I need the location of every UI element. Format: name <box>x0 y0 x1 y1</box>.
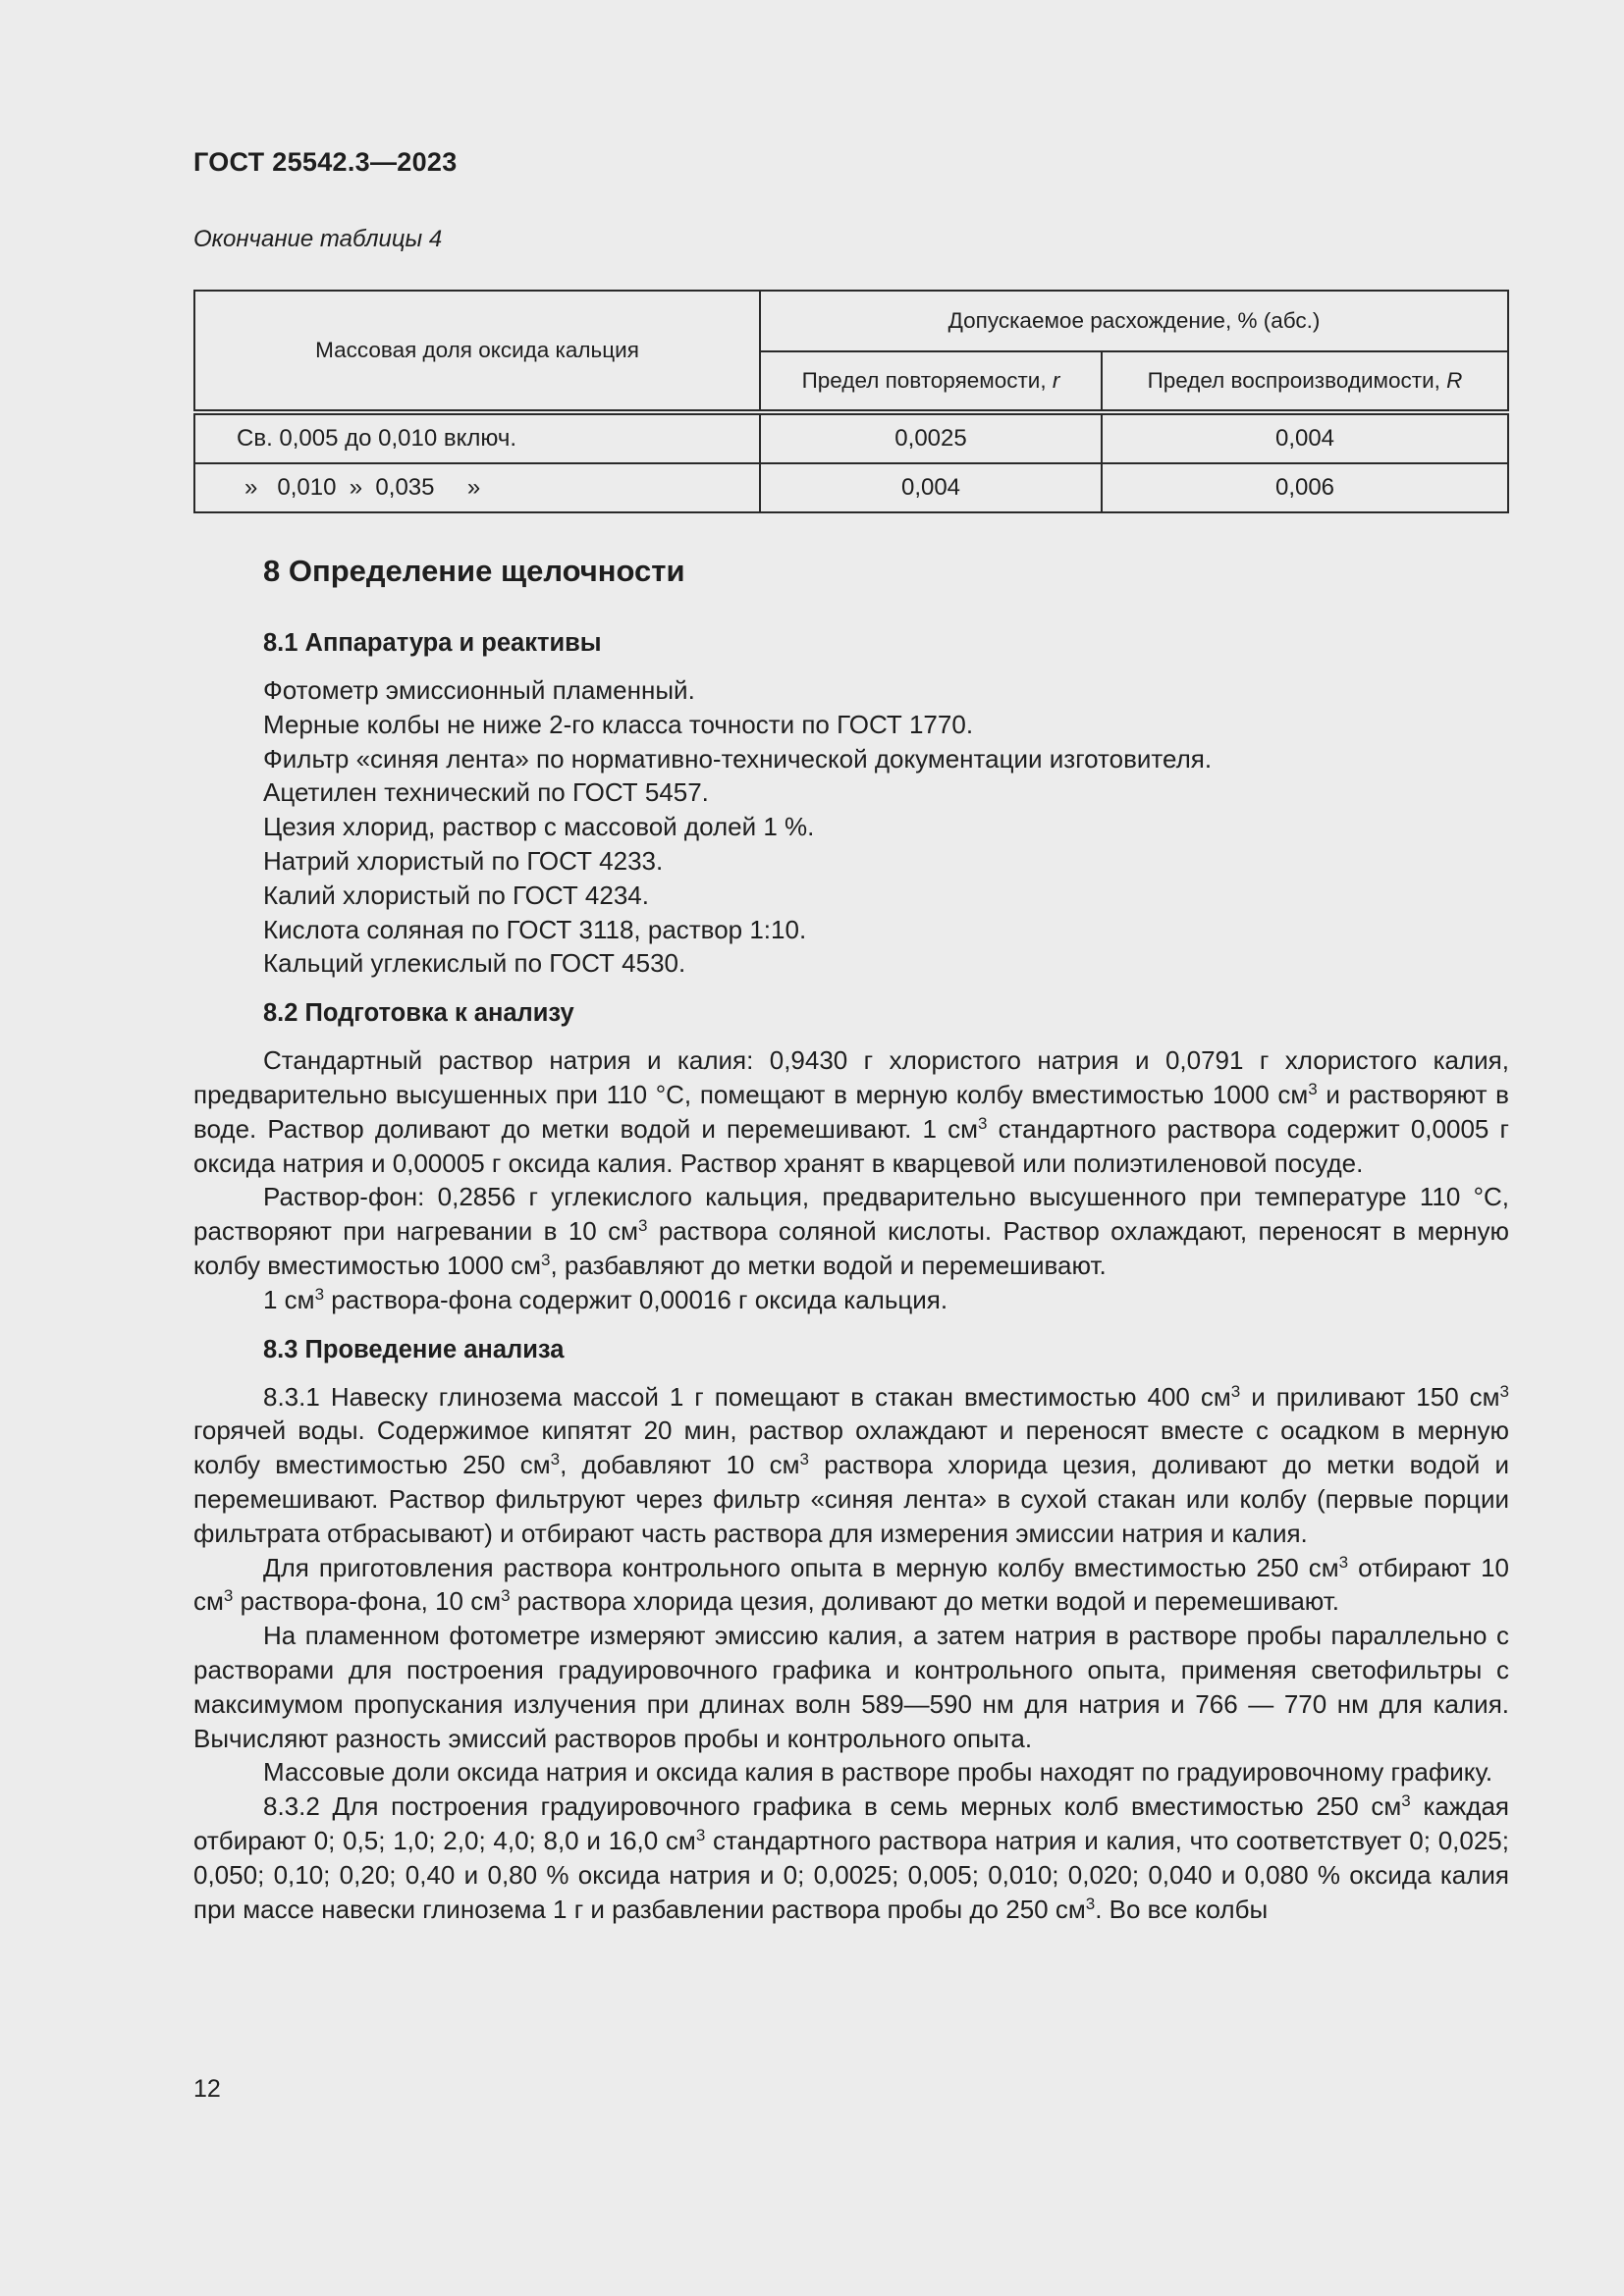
range-cell: » 0,010 » 0,035 » <box>194 463 760 512</box>
list-item: Ацетилен технический по ГОСТ 5457. <box>263 777 709 808</box>
table-caption: Окончание таблицы 4 <box>193 226 443 252</box>
reproducibility-cell: 0,004 <box>1102 412 1508 463</box>
paragraph-background-content: 1 $см^3$ раствора-фона содержит 0,00016 г оксида кальция. <box>263 1284 948 1314</box>
section-8-3-title: 8.3 Проведение анализа <box>263 1335 565 1363</box>
paragraph-standard-solution: Стандартный раствор натрия и калия: 0,9430 г хлористого натрия и 0,0791 г хлористого калия, предварительно высушенных при 110 °С, помещают в мерную колбу вместимостью 1000 $см^3$ и растворяют в воде. Раствор доливают до метки водой и перемешивают. 1 $см^3$ стандартного раствора содержит 0,0005 г оксида натрия и 0,00005 г оксида калия. Раствор хранят в кварцевой или полиэтиленовой посуде. <box>193 1045 1509 1178</box>
main-content <box>193 540 1509 1926</box>
section-8-1-title: 8.1 Аппаратура и реактивы <box>263 629 602 657</box>
table-4 <box>193 290 1509 513</box>
list-item: Фильтр «синяя лента» по нормативно-технической документации изготовителя. <box>263 743 1213 774</box>
list-item: Кислота соляная по ГОСТ 3118, раствор 1:10. <box>263 914 807 944</box>
paragraph-mass-fractions: Массовые доли оксида натрия и оксида калия в растворе пробы находят по градуировочному графику. <box>263 1757 1493 1788</box>
reagents-list <box>193 673 1509 981</box>
paragraph-8-3-2: 8.3.2 Для построения градуировочного графика в семь мерных колб вместимостью 250 $см^3$ каждая отбирают 0; 0,5; 1,0; 2,0; 4,0; 8,0 и 16,0 $см^3$ стандартного раствора натрия и калия, что соответствует 0; 0,025; 0,050; 0,10; 0,20; 0,40 и 0,80 % оксида натрия и 0; 0,0025; 0,005; 0,010; 0,020; 0,040 и 0,080 % оксида калия при массе навески глинозема 1 г и разбавлении раствора пробы до 250 $см^3$. Во все колбы <box>193 1791 1509 1924</box>
page-number: 12 <box>193 2075 221 2103</box>
list-item: Калий хлористый по ГОСТ 4234. <box>263 880 649 910</box>
paragraph-background-solution: Раствор-фон: 0,2856 г углекислого кальция, предварительно высушенного при температуре 110 °С, растворяют при нагревании в 10 $см^3$ раствора соляной кислоты. Раствор охлаждают, переносят в мерную колбу вместимостью 1000 $см^3$, разбавляют до метки водой и перемешивают. <box>193 1182 1509 1280</box>
section-8-title: 8 Определение щелочности <box>263 554 685 588</box>
section-8-2-title: 8.2 Подготовка к анализу <box>263 999 574 1028</box>
list-item: Цезия хлорид, раствор с массовой долей 1 %. <box>263 812 815 842</box>
table-row <box>194 463 1508 512</box>
repeatability-cell: 0,004 <box>760 463 1102 512</box>
repeatability-cell: 0,0025 <box>760 412 1102 463</box>
col-repeatability-header: Предел повторяемости, r <box>760 351 1102 412</box>
paragraph-8-3-1: 8.3.1 Навеску глинозема массой 1 г помещают в стакан вместимостью 400 $см^3$ и приливают 150 $см^3$ горячей воды. Содержимое кипятят 20 мин, раствор охлаждают и переносят вместе с осадком в мерную колбу вместимостью 250 $см^3$, добавляют 10 $см^3$ раствора хлорида цезия, доливают до метки водой и перемешивают. Раствор фильтруют через фильтр «синяя лента» в сухой стакан или колбу (первые порции фильтрата отбрасывают) и отбирают часть раствора для измерения эмиссии натрия и калия. <box>193 1381 1509 1548</box>
paragraph-control-experiment: Для приготовления раствора контрольного опыта в мерную колбу вместимостью 250 $см^3$ отбирают 10 $см^3$ раствора-фона, 10 $см^3$ раствора хлорида цезия, доливают до метки водой и перемешивают. <box>193 1552 1509 1617</box>
allowed-discrepancy-header: Допускаемое расхождение, % (абс.) <box>760 291 1508 351</box>
document-code: ГОСТ 25542.3—2023 <box>193 147 458 177</box>
col-reproducibility-header: Предел воспроизводимости, R <box>1102 351 1508 412</box>
list-item: Кальций углекислый по ГОСТ 4530. <box>263 948 686 979</box>
list-item: Фотометр эмиссионный пламенный. <box>263 675 695 705</box>
paragraph-flame-photometer: На пламенном фотометре измеряют эмиссию калия, а затем натрия в растворе пробы параллельно с растворами для построения градуировочного графика и контрольного опыта, применяя светофильтры с максимумом пропускания излучения при длинах волн 589—590 нм для натрия и 766 — 770 нм для калия. Вычисляют разность эмиссий растворов пробы и контрольного опыта. <box>193 1621 1509 1753</box>
range-cell: Св. 0,005 до 0,010 включ. <box>194 412 760 463</box>
reproducibility-cell: 0,006 <box>1102 463 1508 512</box>
col-mass-fraction-header: Массовая доля оксида кальция <box>194 291 760 412</box>
table-row <box>194 412 1508 463</box>
list-item: Натрий хлористый по ГОСТ 4233. <box>263 845 664 876</box>
list-item: Мерные колбы не ниже 2-го класса точности по ГОСТ 1770. <box>263 709 974 739</box>
